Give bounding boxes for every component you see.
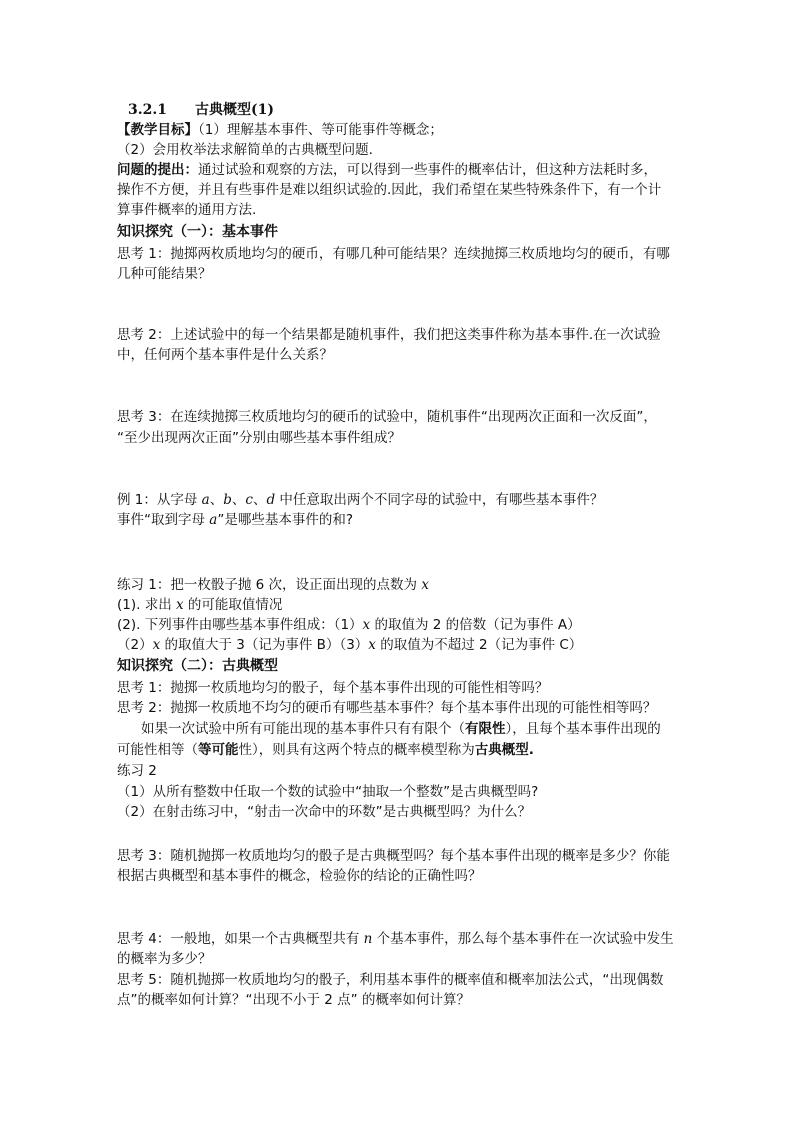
think3-line-2: “至少出现两次正面”分别由哪些基本事件组成？: [117, 430, 401, 446]
practice1-c-prefix: （2）: [117, 637, 153, 653]
definition-keyword-classical: 古典概型: [474, 742, 529, 758]
letter-a: a: [209, 512, 218, 528]
definition-keyword-finite: 有限性: [465, 721, 506, 737]
k2-think5-line-1: 思考 5：随机抛掷一枚质地均匀的骰子，利用基本事件的概率值和概率加法公式，“出现偶数: [117, 972, 664, 988]
practice1-a-prefix: (1). 求出: [117, 597, 176, 613]
variable-n: n: [363, 931, 373, 947]
variable-x: x: [368, 637, 376, 653]
example1-prefix: 例 1：从字母: [117, 492, 202, 508]
problem-line-3: 算事件概率的通用方法.: [117, 202, 257, 218]
think2-line-2: 中，任何两个基本事件是什么关系？: [117, 347, 333, 363]
definition-text: ），且每个基本事件出现的: [505, 721, 661, 737]
practice2-label: 练习 2: [117, 763, 157, 779]
example1-line-2: [117, 510, 697, 530]
example1-event-prefix: 事件“取到字母: [117, 512, 210, 528]
k2-think3-line-2: 根据古典概型和基本事件的概念，检验你的结论的正确性吗？: [117, 868, 482, 884]
teaching-goal-line-1: [117, 120, 697, 140]
example1-line-1: [117, 490, 697, 510]
definition-line-2: [117, 740, 697, 760]
letter-d: d: [266, 492, 276, 508]
practice1-b-suffix: 的取值为 2 的倍数（记为事件 A）: [370, 617, 581, 633]
lesson-title-text: 古典概型(1): [194, 102, 274, 118]
definition-period: .: [528, 742, 534, 758]
variable-x: x: [176, 597, 184, 613]
think1-line-2: 几种可能结果？: [117, 266, 212, 282]
k2-think2: 思考 2：抛掷一枚质地不均匀的硬币有哪些基本事件？每个基本事件出现的可能性相等吗？: [117, 700, 657, 716]
section-heading-classical-model: 知识探究（二）：古典概型: [117, 658, 278, 674]
k2-think4-line-1: [117, 929, 697, 949]
variable-x: x: [152, 637, 161, 653]
practice2-item-1: （1）从所有整数中任取一个数的试验中“抽取一个整数”是古典概型吗?: [117, 784, 539, 800]
practice1-b-prefix: (2). 下列事件由哪些基本事件组成：（1）: [117, 617, 363, 633]
practice1-line-3: [117, 615, 697, 635]
lesson-number: 3.2.1: [128, 102, 167, 118]
definition-text: 性），则具有这两个特点的概率模型称为: [238, 742, 475, 758]
definition-keyword-equal: 等可能: [198, 742, 239, 758]
practice1-c-suffix: 的取值为不超过 2（记为事件 C）: [375, 637, 583, 653]
practice1-a-suffix: 的可能取值情况: [183, 597, 283, 613]
separator: 、: [252, 492, 267, 508]
definition-text: 可能性相等（: [117, 742, 198, 758]
teaching-goal-line-2: （2）会用枚举法求解简单的古典概型问题.: [117, 142, 373, 158]
definition-line-1: [141, 719, 721, 739]
k2-think5-line-2: 点”的概率如何计算？“出现不小于 2 点” 的概率如何计算？: [117, 992, 470, 1008]
think3-line-1: 思考 3：在连续抛掷三枚质地均匀的硬币的试验中，随机事件“出现两次正面和一次反面”，: [117, 409, 657, 425]
problem-line-2: 操作不方便，并且有些事件是难以组织试验的.因此，我们希望在某些特殊条件下，有一个计: [117, 182, 662, 198]
think2-line-1: 思考 2：上述试验中的每一个结果都是随机事件，我们把这类事件称为基本事件.在一次试验: [117, 327, 661, 343]
separator: 、: [209, 492, 224, 508]
practice1-line-2: [117, 595, 697, 615]
example1-suffix: 中任意取出两个不同字母的试验中，有哪些基本事件？: [275, 492, 604, 508]
definition-text: 如果一次试验中所有可能出现的基本事件只有有限个（: [141, 721, 465, 737]
think1-line-1: 思考 1：抛掷两枚质地均匀的硬币，有哪几种可能结果？连续抛掷三枚质地均匀的硬币，有哪: [117, 246, 670, 262]
k2-think3-line-1: 思考 3：随机抛掷一枚质地均匀的骰子是古典概型吗？每个基本事件出现的概率是多少？你能: [117, 848, 670, 864]
teaching-goal-label: 【教学目标】: [117, 122, 198, 138]
think4-prefix: 思考 4：一般地，如果一个古典概型共有: [117, 931, 364, 947]
separator: 、: [231, 492, 246, 508]
k2-think4-line-2: 的概率为多少？: [117, 951, 212, 967]
practice1-line-1: [117, 575, 697, 595]
variable-x: x: [421, 577, 429, 593]
problem-text-1: 通过试验和观察的方法，可以得到一些事件的概率估计，但这种方法耗时多，: [198, 162, 657, 178]
problem-line-1: [117, 160, 697, 180]
section-heading-basic-events: 知识探究（一）：基本事件: [117, 224, 278, 240]
practice2-item-2: （2）在射击练习中，“射击一次命中的环数”是古典概型吗？为什么？: [117, 804, 532, 820]
letter-c: c: [245, 492, 253, 508]
practice1-c-middle: 的取值大于 3（记为事件 B）（3）: [160, 637, 369, 653]
k2-think1: 思考 1：抛掷一枚质地均匀的骰子，每个基本事件出现的可能性相等吗？: [117, 680, 549, 696]
example1-event-suffix: ”是哪些基本事件的和?: [217, 512, 354, 528]
practice1-line-4: [117, 635, 697, 655]
think4-suffix: 个基本事件，那么每个基本事件在一次试验中发生: [372, 931, 674, 947]
problem-label: 问题的提出：: [117, 162, 198, 178]
practice1-prefix: 练习 1：把一枚骰子抛 6 次，设正面出现的点数为: [117, 577, 422, 593]
variable-x: x: [362, 617, 371, 633]
letter-a: a: [201, 492, 210, 508]
lesson-title: [128, 100, 708, 120]
teaching-goal-1: （1）理解基本事件、等可能事件等概念；: [198, 122, 443, 138]
letter-b: b: [223, 492, 232, 508]
